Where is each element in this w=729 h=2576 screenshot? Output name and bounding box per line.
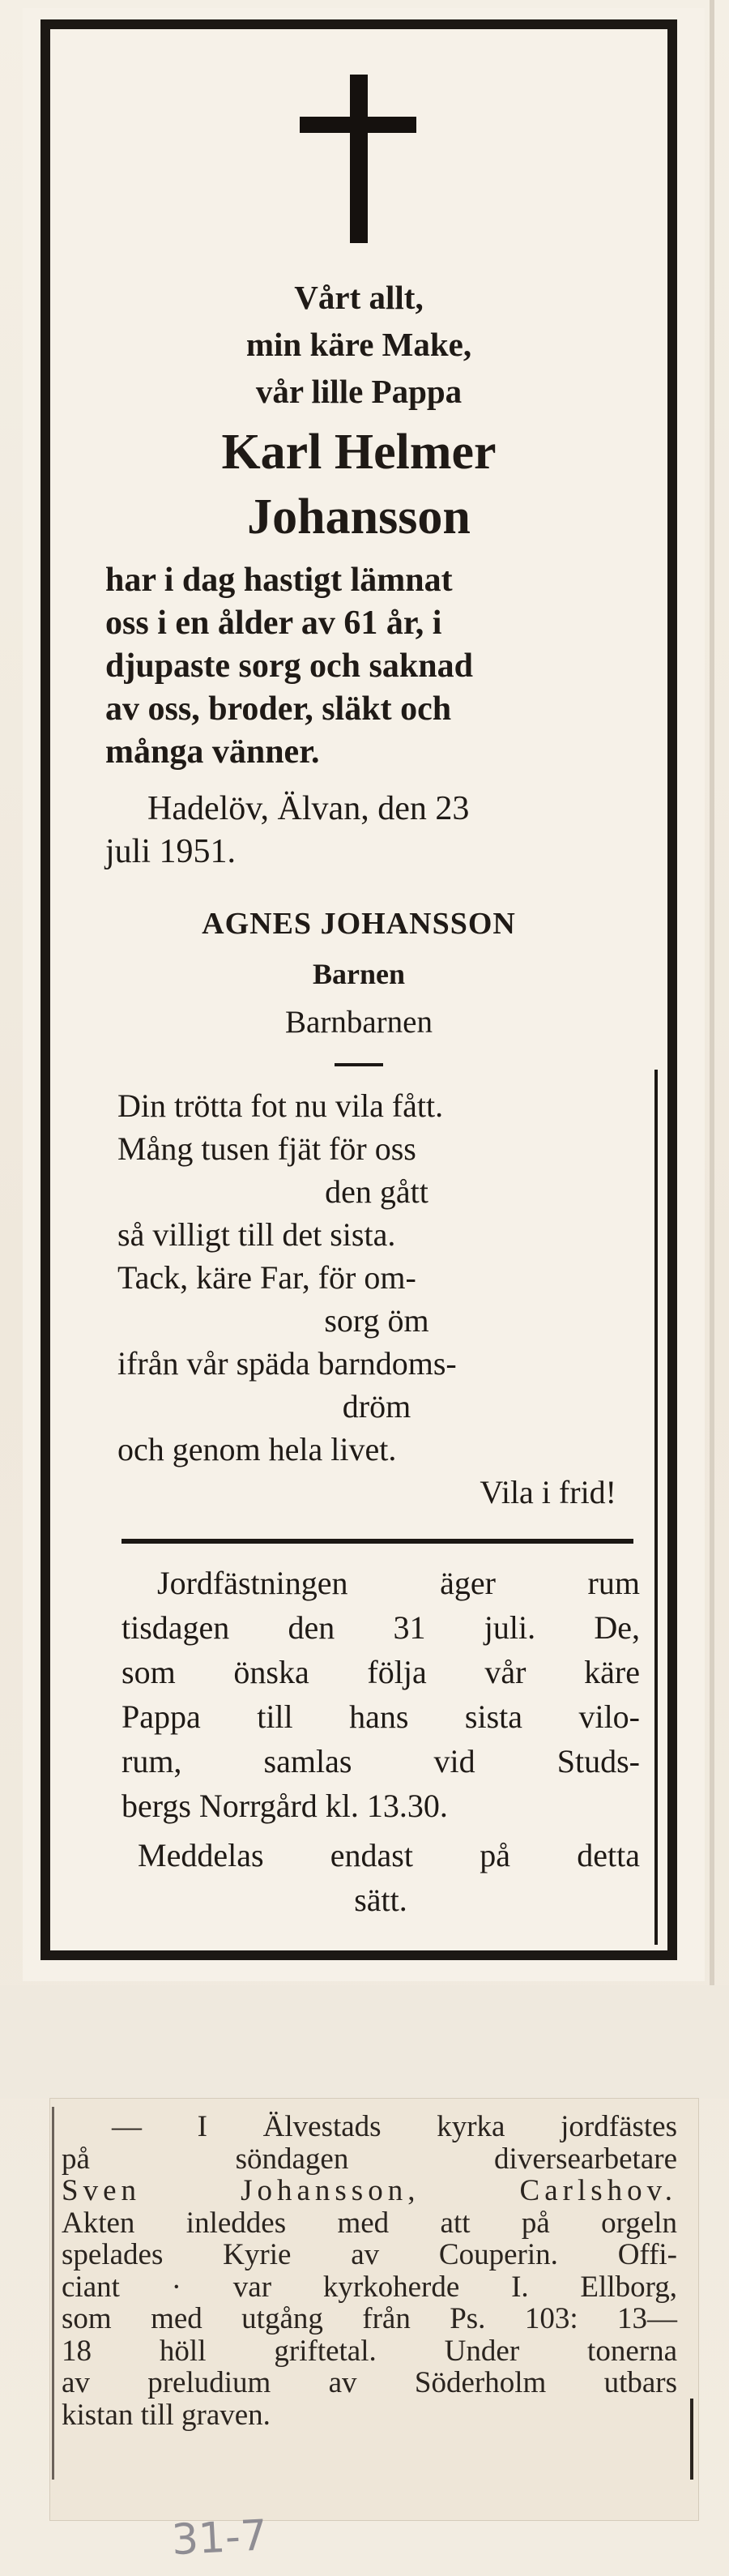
place-date-line: juli 1951. (105, 833, 237, 870)
announcement-line: många vänner. (105, 733, 320, 771)
place-date (105, 788, 624, 874)
news-line: Sven Johansson, Carlshov. (62, 2174, 677, 2207)
dedication (73, 274, 645, 415)
news-line: på söndagen diversearbetare (62, 2142, 677, 2176)
dedication-line: Vårt allt, (294, 279, 424, 316)
poem-line: den gått (325, 1173, 428, 1210)
dedication-line: vår lille Pappa (255, 373, 463, 410)
news-line: 18 höll griftetal. Under tonerna (62, 2334, 677, 2368)
poem (117, 1084, 636, 1514)
name-line: Johansson (247, 489, 471, 545)
news-line: ciant · var kyrkoherde I. Ellborg, (62, 2270, 677, 2304)
poem-line: och genom hela livet. (117, 1431, 397, 1467)
funeral-line: som önska följa vår käre (122, 1654, 640, 1690)
signatory-primary: AGNES JOHANSSON (202, 907, 516, 941)
poem-line: Mång tusen fjät för oss (117, 1130, 416, 1167)
announcement-line: har i dag hastigt lämnat (105, 562, 453, 599)
page-gap (0, 1985, 729, 2099)
funeral-line: Pappa till hans sista vilo- (122, 1698, 640, 1735)
closing-note (122, 1833, 640, 1922)
news-article (62, 2111, 677, 2431)
divider-short (335, 1063, 383, 1066)
funeral-line: Jordfästningen äger rum (157, 1565, 640, 1601)
news-line: kistan till graven. (62, 2398, 271, 2432)
announcement-line: djupaste sorg och saknad (105, 647, 473, 685)
news-line: — I Älvestads kyrka jordfästes (112, 2110, 677, 2143)
poem-line: Din trötta fot nu vila fått. (117, 1087, 444, 1124)
funeral-line: rum, samlas vid Studs- (122, 1743, 640, 1779)
poem-line: Vila i frid! (480, 1474, 616, 1510)
clipping-column-rule (690, 2399, 693, 2480)
clipping-edge (710, 0, 714, 1985)
poem-line: så villigt till det sista. (117, 1216, 396, 1253)
poem-line: ifrån vår späda barndoms- (117, 1345, 457, 1382)
news-line: spelades Kyrie av Couperin. Offi- (62, 2238, 677, 2271)
announcement (105, 559, 624, 774)
closing-line: Meddelas endast på detta (138, 1837, 640, 1873)
dedication-line: min käre Make, (245, 326, 472, 363)
announcement-line: oss i en ålder av 61 år, i (105, 604, 442, 642)
funeral-line: bergs Norrgård kl. 13.30. (122, 1788, 448, 1824)
poem-line: dröm (342, 1388, 411, 1425)
funeral-line: tisdagen den 31 juli. De, (122, 1609, 640, 1646)
signatory-grandchildren: Barnbarnen (285, 1005, 433, 1040)
border-double-line (654, 1070, 658, 1945)
signatory-children: Barnen (312, 958, 405, 990)
announcement-line: av oss, broder, släkt och (105, 690, 452, 728)
clipping-margin-line (52, 2107, 54, 2480)
news-line: Akten inleddes med att på orgeln (62, 2206, 677, 2240)
news-line: som med utgång från Ps. 103: 13— (62, 2302, 677, 2335)
place-date-line: Hadelöv, Älvan, den 23 (147, 790, 470, 827)
name-line: Karl Helmer (221, 425, 497, 480)
poem-line: sorg öm (324, 1302, 429, 1339)
divider-long (122, 1539, 633, 1544)
closing-line: sätt. (354, 1882, 407, 1918)
handwritten-date: 31-7 (170, 2511, 269, 2565)
deceased-name (73, 420, 645, 549)
poem-line: Tack, käre Far, för om- (117, 1259, 416, 1296)
news-line: av preludium av Söderholm utbars (62, 2366, 677, 2399)
funeral-info (122, 1561, 640, 1828)
